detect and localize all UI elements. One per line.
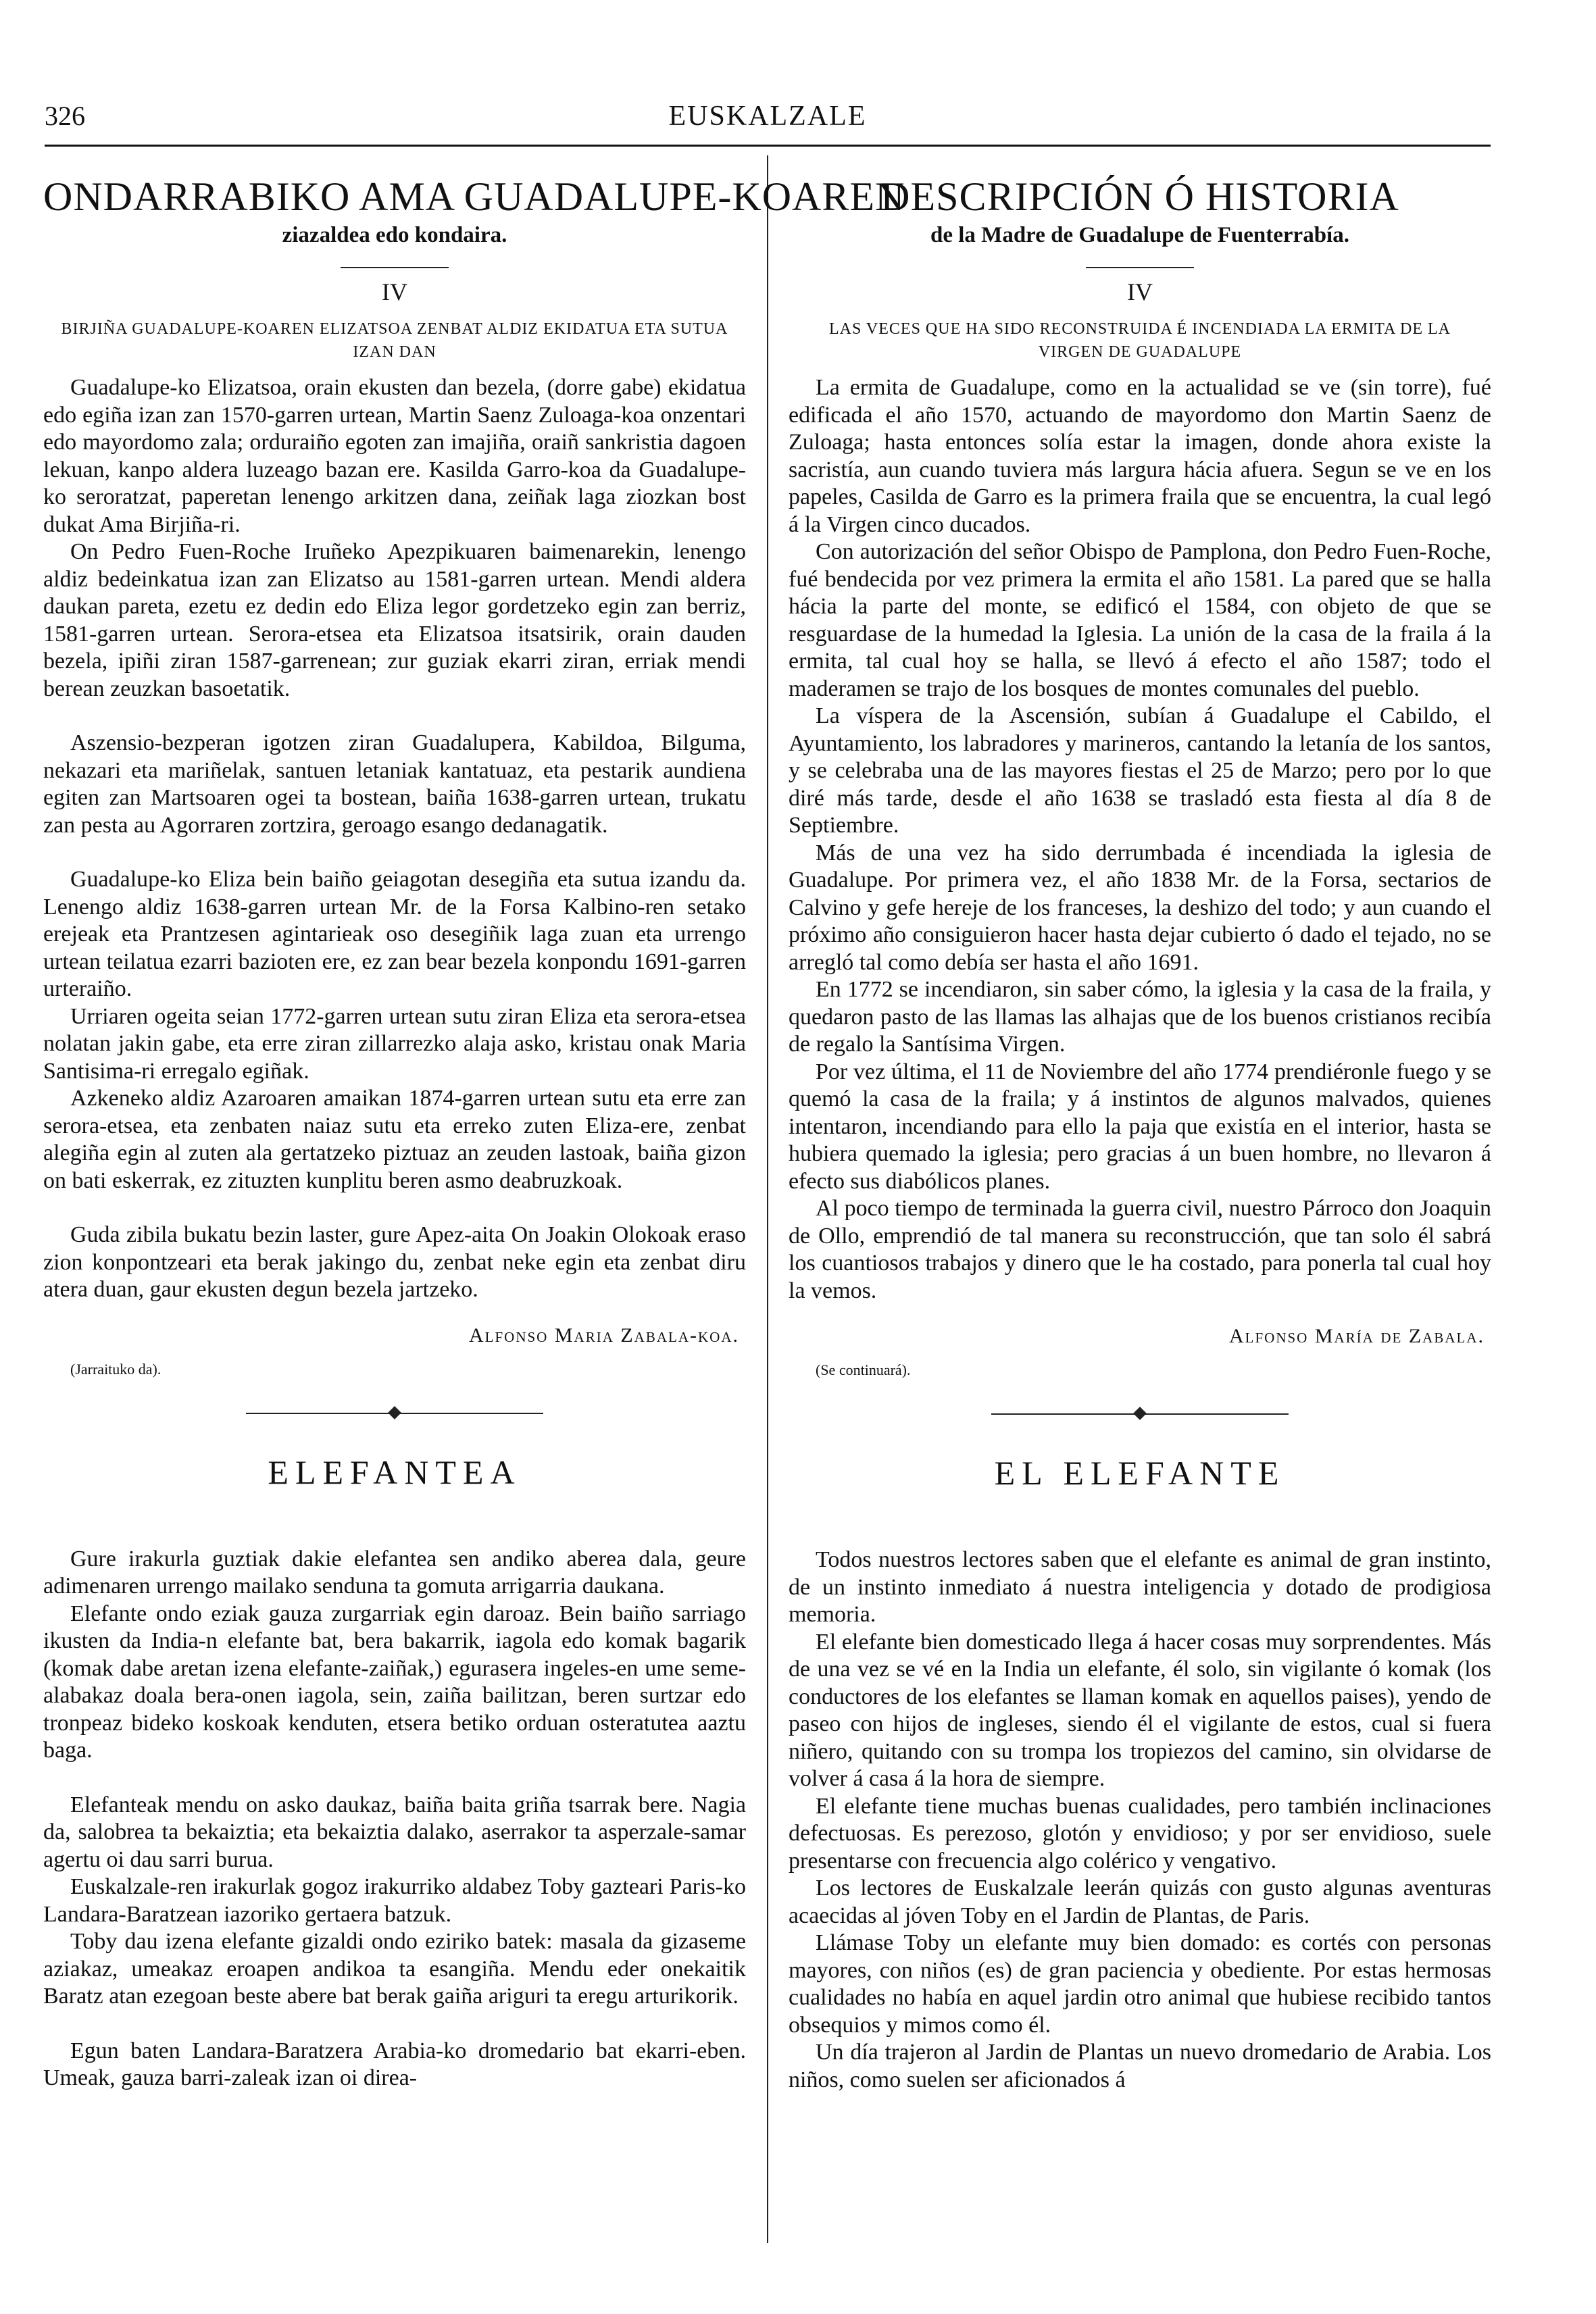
paragraph: Urriaren ogeita seian 1772-garren urtean sutu ziran Eliza eta serora-etsea nolatan jakin gabe, eta erre ziran zillarrezko alaja asko, kristau onak Maria Santisima-ri erregalo egiñak. xyxy=(43,1003,746,1084)
paragraph: Un día trajeron al Jardin de Plantas un nuevo dromedario de Arabia. Los niños, como suelen ser aficionados á xyxy=(789,2040,1491,2092)
section-heading: BIRJIÑA GUADALUPE-KOAREN ELIZATSOA ZENBAT ALDIZ EKIDATUA ETA SUTUA IZAN DAN xyxy=(61,320,728,361)
paragraph: La ermita de Guadalupe, como en la actualidad se ve (sin torre), fué edificada el año 1570, actuando de mayordomo don Martin Saenz de Zuloaga; hasta entonces solía estar la imagen, donde ahora existe la sacristía, aun cuando tuviera más largura hácia afuera. Segun se ve en los papeles, Casilda de Garro es la primera fraila que se encuentra, la cual legó á la Virgen cinco ducados. xyxy=(789,375,1491,537)
paragraph: Al poco tiempo de terminada la guerra civil, nuestro Párroco don Joaquin de Ollo, emprendió de tal manera su reconstrucción, que tan solo él sabrá los cuantiosos trabajos y dinero que le ha costado, para ponerla tal cual hoy la vemos. xyxy=(789,1196,1491,1303)
paragraph: Azkeneko aldiz Azaroaren amaikan 1874-garren urtean sutu eta erre zan serora-etsea, eta zenbaten naiaz sutu eta erreko zuten Eliza-ere, zenbat alegiña egin al zuten ala gertatzeko piztuaz an zeuden lastoak, baiña gizon on bati eskerrak, ez zituzten kunplitu beren asmo deabruzkoak. xyxy=(43,1086,746,1193)
article-title-2: ELEFANTEA xyxy=(268,1453,522,1491)
paragraph: Más de una vez ha sido derrumbada é incendiada la iglesia de Guadalupe. Por primera vez, el año 1838 Mr. de la Forsa, sectarios de Calvino y gefe hereje de los franceses, la deshizo del todo; y aun cuando el próximo año consiguieron hacer hasta dejar cubierto ó dado el tejado, no se arregló tal como debía ser hasta el año 1691. xyxy=(789,840,1491,975)
ornamental-rule xyxy=(246,1405,543,1422)
article-title-2: EL ELEFANTE xyxy=(994,1454,1286,1492)
paragraph: Los lectores de Euskalzale leerán quizás con gusto algunas aventuras acaecidas al jóven Toby en el Jardin de Plantas, de Paris. xyxy=(789,1876,1491,1928)
ornamental-rule xyxy=(991,1406,1289,1422)
section-number: IV xyxy=(1127,278,1153,305)
continued-note: (Se continuará). xyxy=(816,1361,911,1379)
paragraph: Todos nuestros lectores saben que el elefante es animal de gran instinto, de un instinto inmediato á nuestra inteligencia y dotado de prodigiosa memoria. xyxy=(789,1547,1491,1628)
column-divider xyxy=(767,155,768,2243)
page-header xyxy=(45,100,1491,146)
signature-block xyxy=(789,1325,1491,1399)
diamond-icon xyxy=(1133,1407,1147,1420)
page-number: 326 xyxy=(45,101,85,131)
article-body-2 xyxy=(789,1546,1491,2094)
paragraph: El elefante tiene muchas buenas cualidades, pero también inclinaciones defectuosas. Es perezoso, glotón y envidioso; y por ser envidioso, suele presentarse con frecuencia algo colérico y vengativo. xyxy=(789,1793,1491,1873)
continued-note: (Jarraituko da). xyxy=(70,1360,161,1378)
paragraph: Egun baten Landara-Baratzera Arabia-ko dromedario bat ekarri-eben. Umeak, gauza barri-zaleak izan oi direa- xyxy=(43,2038,746,2091)
section-heading: LAS VECES QUE HA SIDO RECONSTRUIDA É INCENDIADA LA ERMITA DE LA VIRGEN DE GUADALUPE xyxy=(829,320,1451,361)
paragraph: Llámase Toby un elefante muy bien domado: es cortés con personas mayores, con niños (es) de gran paciencia y obediente. Por estas hermosas cualidades no había en aquel jardin otro animal que hubiese recibido tantos obsequios y mimos como él. xyxy=(789,1930,1491,2038)
paragraph: On Pedro Fuen-Roche Iruñeko Apezpikuaren baimenarekin, lenengo aldiz bedeinkatua izan zan Elizatso au 1581-garren urtean. Mendi aldera daukan pareta, ezetu ez dedin edo Eliza legor gordetzeko egin zan berriz, 1581-garren urtean. Serora-etsea eta Elizatsoa itsatsirik, orain dauden bezela, ipiñi ziran 1587-garrenean; zur guziak ekarri ziran, erriak mendi berean zeuzkan basoetatik. xyxy=(43,539,746,701)
article-title: ONDARRABIKO AMA GUADALUPE-KOAREN xyxy=(43,174,905,219)
short-rule xyxy=(1086,267,1194,268)
running-title: EUSKALZALE xyxy=(668,101,867,132)
paragraph: Por vez última, el 11 de Noviembre del año 1774 prendiéronle fuego y se quemó la casa de la fraila; y á instintos de algunos malvados, quienes intentaron, incendiando para ello la paja que existía en el interior, hasta se hubiera quemado la iglesia; pero gracias á un buen hombre, no llevaron á efecto sus diabólicos planes. xyxy=(789,1059,1491,1194)
article-body xyxy=(43,374,746,1304)
section-number: IV xyxy=(382,278,407,305)
paragraph: Guda zibila bukatu bezin laster, gure Apez-aita On Joakin Olokoak eraso zion konpontzeari eta berak jakingo du, zenbat neke egin eta zenbat diru atera duan, gaur ekusten degun bezela jartzeko. xyxy=(43,1222,746,1303)
paragraph: Elefanteak mendu on asko daukaz, baiña baita griña tsarrak bere. Nagia da, salobrea ta bekaiztia; eta bekaiztia dalako, aserrakor ta asperzale-samar agertu oi dau sarri burua. xyxy=(43,1792,746,1872)
article-body xyxy=(789,374,1491,1305)
article-subtitle: de la Madre de Guadalupe de Fuenterrabía. xyxy=(930,223,1349,247)
paragraph: Toby dau izena elefante gizaldi ondo eziriko batek: masala da gizaseme aziakaz, umeakaz eroapen andikoa ta esangiña. Mendu eder onekaitik Baratz atan ezegoan beste abere bat berak gaiña ariguri ta eregu arturikorik. xyxy=(43,1929,746,2009)
paragraph: En 1772 se incendiaron, sin saber cómo, la iglesia y la casa de la fraila, y quedaron pasto de las llamas las alhajas que de los buenos cristianos recibía de regalo la Santísima Virgen. xyxy=(789,977,1491,1057)
paragraph: Guadalupe-ko Eliza bein baiño geiagotan desegiña eta sutua izandu da. Lenengo aldiz 1638-garren urtean Mr. de la Forsa Kalbino-ren setako erejeak eta Prantzesen agintarieak oso desegiñik laga zuan eta urrengo urtean teilatua ezarri bazioten ere, ez zan bear bezela konpondu 1691-garren urteraiño. xyxy=(43,867,746,1002)
short-rule xyxy=(341,267,449,268)
paragraph: Guadalupe-ko Elizatsoa, orain ekusten dan bezela, (dorre gabe) ekidatua edo egiña izan zan 1570-garren urtean, Martin Saenz Zuloaga-koa onzentari edo mayordomo zala; orduraiño egoten zan imajiña, oraiñ sankristia dagoen lekuan, kanpo aldera luzeago bazan ere. Kasilda Garro-koa da Guadalupe-ko seroratzat, paperetan lenengo arkitzen dana, zeiñak laga ziozkan bost dukat Ama Birjiña-ri. xyxy=(43,375,746,537)
diamond-icon xyxy=(388,1406,401,1419)
author-signature: Alfonso Maria Zabala-koa. xyxy=(469,1324,739,1347)
spanish-column xyxy=(789,162,1491,2094)
paragraph: El elefante bien domesticado llega á hacer cosas muy sorprendentes. Más de una vez se vé en la India un elefante, él solo, sin vigilante ó komak (los conductores de los elefantes se llaman komak en aquellos paises), yendo de paseo con hijos de ingleses, siendo él el vigilante de estos, cual si fuera niñero, quitando con su trompa los tropiezos del camino, sin olvidarse de volver á casa á la hora de siempre. xyxy=(789,1629,1491,1792)
article-subtitle: ziazaldea edo kondaira. xyxy=(282,223,507,247)
paragraph: Con autorización del señor Obispo de Pamplona, don Pedro Fuen-Roche, fué bendecida por vez primera la ermita el año 1581. La pared que se halla hácia la parte del monte, se edificó el 1584, con objeto de que se resguardase de la humedad la Iglesia. La unión de la casa de la fraila á la ermita, tal cual hoy se halla, se llevó á efecto el año 1587; todo el maderamen se trajo de los bosques de montes comunales del pueblo. xyxy=(789,539,1491,701)
header-rule xyxy=(45,145,1491,147)
signature-block xyxy=(43,1324,746,1399)
author-signature: Alfonso María de Zabala. xyxy=(1228,1325,1485,1348)
paragraph: Elefante ondo eziak gauza zurgarriak egin daroaz. Bein baiño sarriago ikusten da India-n elefante bat, bera bakarrik, iagola edo komak bagarik (komak dabe aretan izena elefante-zaiñak,) egurasera ingeles-en ume seme-alabakaz doala bera-onen iagola, sein, zaiña bailitzan, beren surtzar edo tronpeaz bideko koskoak kenduten, etsera betiko orduan osteratutea aaztu baga. xyxy=(43,1601,746,1763)
paragraph: Euskalzale-ren irakurlak gogoz irakurriko aldabez Toby gazteari Paris-ko Landara-Baratzean iazoriko gertaera batzuk. xyxy=(43,1874,746,1927)
article-body-2 xyxy=(43,1546,746,2092)
paragraph: Aszensio-bezperan igotzen ziran Guadalupera, Kabildoa, Bilguma, nekazari eta mariñelak, santuen letaniak kantatuaz, eta pestarik aundiena egiten zan Martsoaren ogei ta bostean, baiña 1638-garren urtean, trukatu zan pesta au Agorraren zortzira, geroago esango dedanagatik. xyxy=(43,730,746,838)
article-title: DESCRIPCIÓN Ó HISTORIA xyxy=(880,174,1399,219)
paragraph: La víspera de la Ascensión, subían á Guadalupe el Cabildo, el Ayuntamiento, los labradores y marineros, cantando la letanía de los santos, y se celebraba una de las mayores fiestas el 25 de Marzo; pero por lo que diré más tarde, desde el año 1638 se trasladó esta fiesta al día 8 de Septiembre. xyxy=(789,703,1491,838)
paragraph: Gure irakurla guztiak dakie elefantea sen andiko aberea dala, geure adimenaren urrengo mailako senduna ta gomuta arrigarria daukana. xyxy=(43,1546,746,1599)
